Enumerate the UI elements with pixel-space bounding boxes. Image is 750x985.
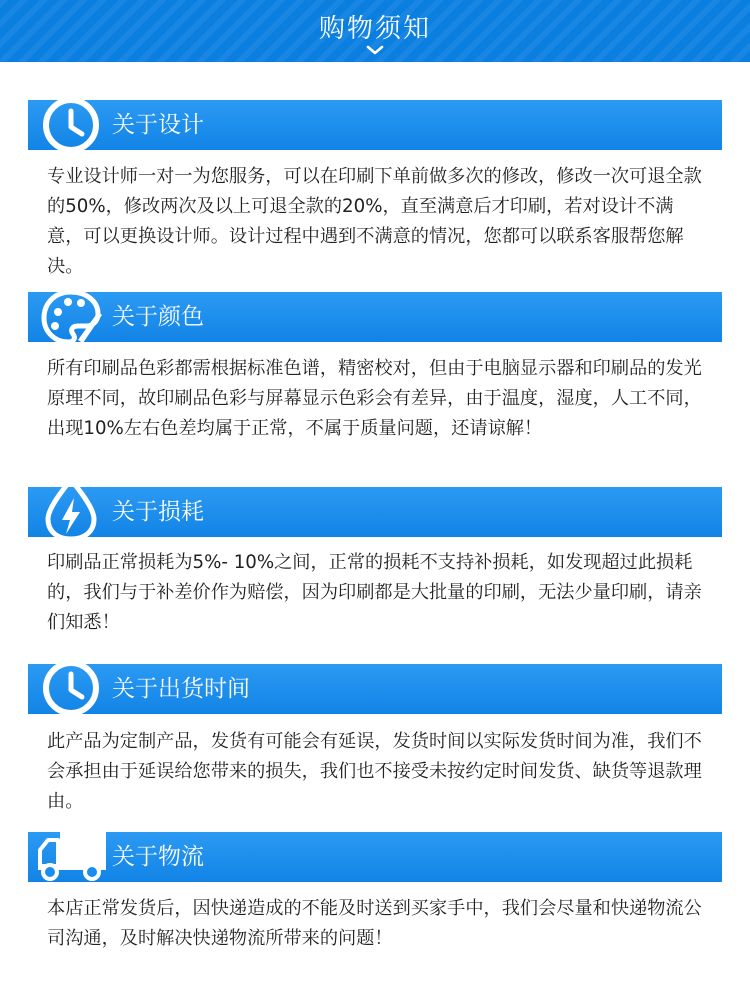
chevron-down-icon bbox=[366, 44, 384, 56]
section-body-color: 所有印刷品色彩都需根据标准色谱，精密校对，但由于电脑显示器和印刷品的发光原理不同，故印刷品色彩与屏幕显示色彩会有差异，由于温度，湿度，人工不同，出现10%左右色差均属于正常，不属于质量问题，还请谅解！ bbox=[47, 358, 702, 439]
section-body-logistics: 本店正常发货后，因快递造成的不能及时送到买家手中，我们会尽量和快递物流公司沟通，及时解决快递物流所带来的问题！ bbox=[47, 898, 702, 949]
section-body-shipping-time: 此产品为定制产品，发货有可能会有延误，发货时间以实际发货时间为准，我们不会承担由于延误给您带来的损失，我们也不接受未按约定时间发货、缺货等退款理由。 bbox=[47, 731, 702, 812]
clock-icon bbox=[38, 655, 104, 721]
truck-icon bbox=[34, 826, 110, 892]
section-title-color: 关于颜色 bbox=[112, 304, 204, 330]
page-title: 购物须知 bbox=[318, 14, 431, 44]
palette-icon bbox=[38, 284, 104, 350]
section-title-design: 关于设计 bbox=[112, 112, 204, 138]
section-title-shipping-time: 关于出货时间 bbox=[112, 676, 250, 702]
section-title-loss: 关于损耗 bbox=[112, 499, 204, 525]
section-body-loss: 印刷品正常损耗为5%- 10%之间，正常的损耗不支持补损耗，如发现超过此损耗的，我们与于补差价作为赔偿，因为印刷都是大批量的印刷，无法少量印刷，请亲们知悉！ bbox=[47, 552, 702, 633]
section-body-design: 专业设计师一对一为您服务，可以在印刷下单前做多次的修改，修改一次可退全款的50%，修改两次及以上可退全款的20%，直至满意后才印刷，若对设计不满意，可以更换设计师。设计过程中遇到不满意的情况，您都可以联系客服帮您解决。 bbox=[47, 166, 702, 277]
section-title-logistics: 关于物流 bbox=[112, 844, 204, 870]
water-drop-bolt-icon bbox=[38, 476, 104, 542]
clock-icon bbox=[38, 92, 104, 158]
